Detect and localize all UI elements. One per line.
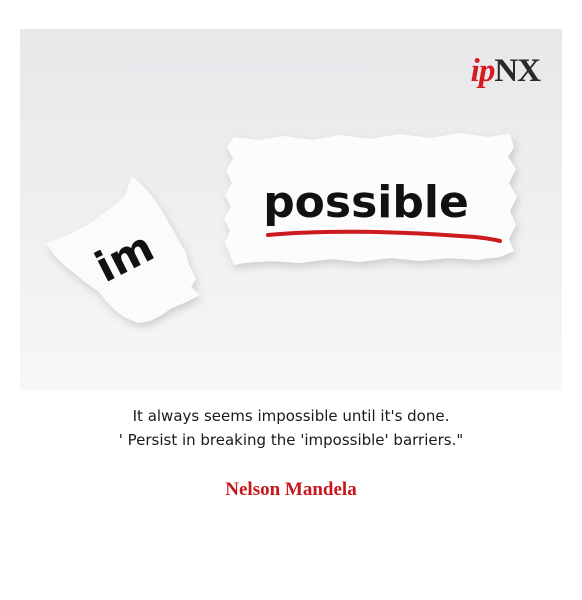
ipnx-logo	[471, 53, 540, 90]
word-im: im	[87, 221, 162, 292]
quote-line-2: ' Persist in breaking the 'impossible' barriers."	[118, 431, 464, 449]
quote-text	[0, 404, 582, 452]
quote-photo	[20, 29, 562, 390]
logo-prefix: ip	[470, 53, 495, 89]
quote-line-1: It always seems impossible until it's done.	[132, 407, 450, 425]
word-possible: possible	[263, 177, 469, 228]
quote-author: Nelson Mandela	[225, 479, 357, 500]
logo-suffix: NX	[494, 53, 540, 89]
